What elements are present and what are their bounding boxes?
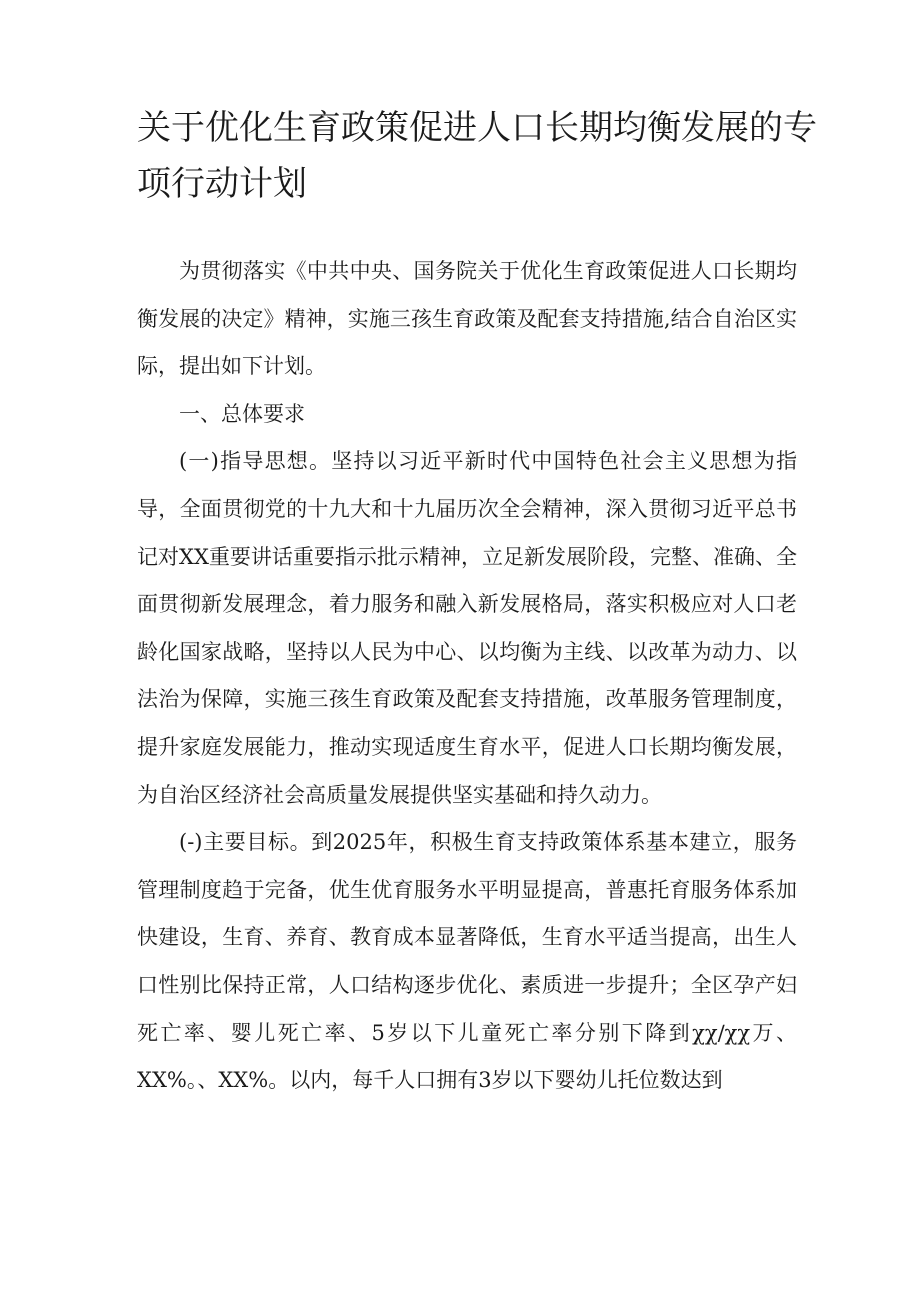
document-body <box>137 248 797 1105</box>
paragraph-intro: 为贯彻落实《中共中央、国务院关于优化生育政策促进人口长期均衡发展的决定》精神，实施三孩生育政策及配套支持措施,结合自治区实际，提出如下计划。 <box>137 259 797 379</box>
document-title: 关于优化生育政策促进人口长期均衡发展的专项行动计划 <box>137 108 817 204</box>
paragraph-main-goals: (-)主要目标。到2025年，积极生育支持政策体系基本建立，服务管理制度趋于完备，优生优育服务水平明显提高，普惠托育服务体系加快建设，生育、养育、教育成本显著降低，生育水平适当提高，出生人口性别比保持正常，人口结构逐步优化、素质进一步提升；全区孕产妇死亡率、婴儿死亡率、5岁以下儿童死亡率分别下降到χχ∕χχ万、XX%。、XX%。以内，每千人口拥有3岁以下婴幼儿托位数达到 <box>137 830 797 1093</box>
paragraph-guiding-thought: (一)指导思想。坚持以习近平新时代中国特色社会主义思想为指导，全面贯彻党的十九大和十九届历次全会精神，深入贯彻习近平总书记对XX重要讲话重要指示批示精神，立足新发展阶段，完整、准确、全面贯彻新发展理念，着力服务和融入新发展格局，落实积极应对人口老龄化国家战略，坚持以人民为中心、以均衡为主线、以改革为动力、以法治为保障，实施三孩生育政策及配套支持措施，改革服务管理制度，提升家庭发展能力，推动实现适度生育水平，促进人口长期均衡发展，为自治区经济社会高质量发展提供坚实基础和持久动力。 <box>137 449 797 807</box>
section-heading-general-requirements: 一、总体要求 <box>179 401 305 426</box>
